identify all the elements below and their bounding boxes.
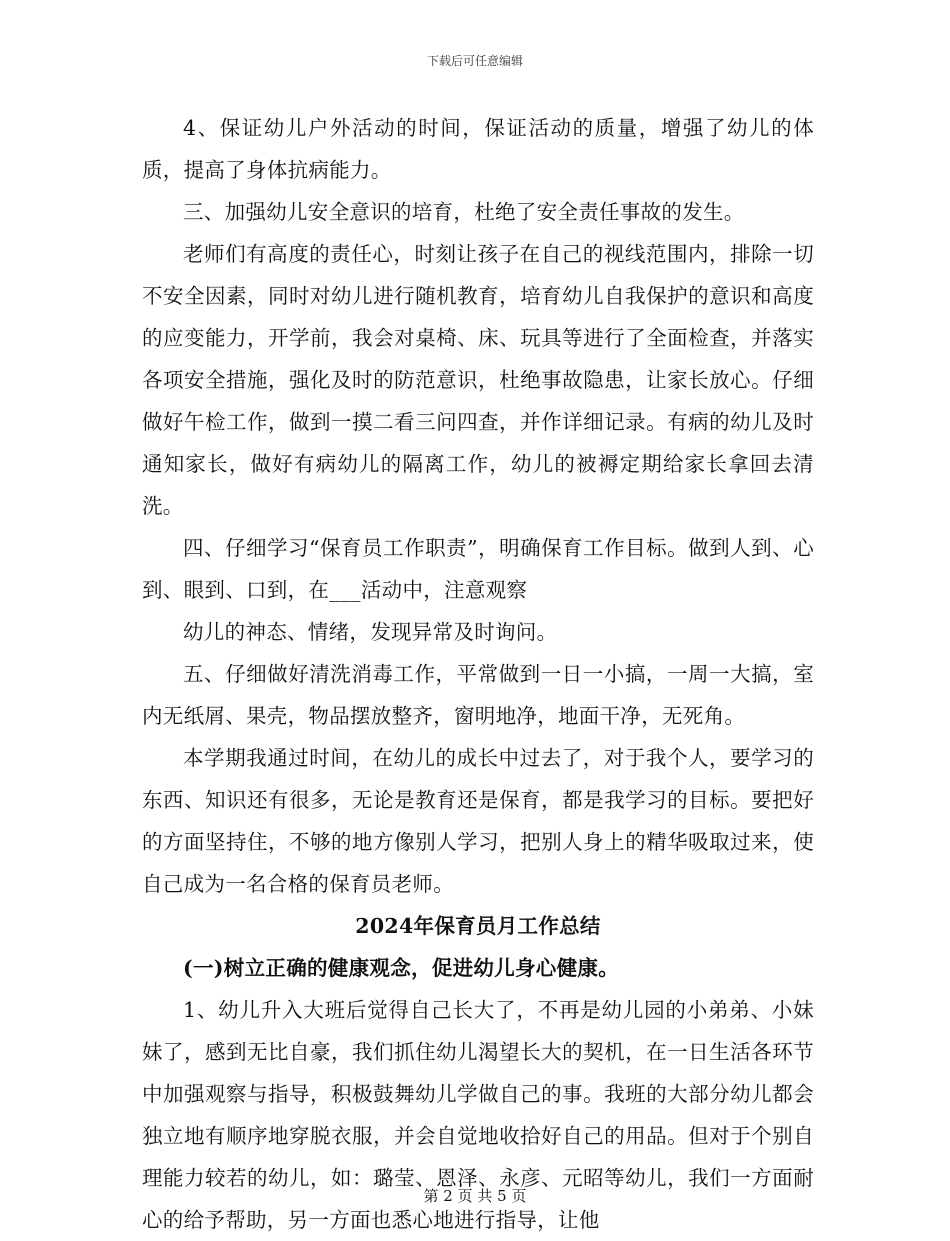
paragraph-duties: 四、仔细学习“保育员工作职责”，明确保育工作目标。做到人到、心到、眼到、口到，在___活动中，注意观察 xyxy=(142,536,814,602)
paragraph-teacher-responsibility: 老师们有高度的责任心，时刻让孩子在自己的视线范围内，排除一切不安全因素，同时对幼儿进行随机教育，培育幼儿自我保护的意识和高度的应变能力，开学前，我会对桌椅、床、玩具等进行了全面检查，并落实各项安全措施，强化及时的防范意识，杜绝事故隐患，让家长放心。仔细做好午检工作，做到一摸二看三问四查，并作详细记录。有病的幼儿及时通知家长，做好有病幼儿的隔离工作，幼儿的被褥定期给家长拿回去清洗。 xyxy=(142,242,814,518)
paragraph-outdoor-activity: 4、保证幼儿户外活动的时间，保证活动的质量，增强了幼儿的体质，提高了身体抗病能力。 xyxy=(142,116,814,182)
page-footer: 第 2 页 共 5 页 xyxy=(423,1187,527,1205)
paragraph-duties-continuation: 幼儿的神态、情绪，发现异常及时询问。 xyxy=(183,620,558,644)
paragraph-cleaning: 五、仔细做好清洗消毒工作，平常做到一日一小搞，一周一大搞，室内无纸屑、果壳，物品摆放整齐，窗明地净，地面干净，无死角。 xyxy=(142,662,814,728)
paragraph-self-care: 1、幼儿升入大班后觉得自己长大了，不再是幼儿园的小弟弟、小妹妹了，感到无比自豪，我们抓住幼儿渴望长大的契机，在一日生活各环节中加强观察与指导，积极鼓舞幼儿学做自己的事。我班的大部分幼儿都会独立地有顺序地穿脱衣服，并会自觉地收拾好自己的用品。但对于个别自理能力较若的幼儿，如：璐莹、恩泽、永彦、元昭等幼儿，我们一方面耐心的给予帮助，另一方面也悉心地进行指导，让他 xyxy=(142,998,814,1232)
section-subtitle: (一)树立正确的健康观念，促进幼儿身心健康。 xyxy=(183,956,619,980)
paragraph-safety-heading: 三、加强幼儿安全意识的培育，杜绝了安全责任事故的发生。 xyxy=(183,200,745,224)
section-title: 2024年保育员月工作总结 xyxy=(355,914,601,938)
document-body xyxy=(142,107,814,1241)
paragraph-semester-summary: 本学期我通过时间，在幼儿的成长中过去了，对于我个人，要学习的东西、知识还有很多，无论是教育还是保育，都是我学习的目标。要把好的方面坚持住，不够的地方像别人学习，把别人身上的精华吸取过来，使自己成为一名合格的保育员老师。 xyxy=(142,746,814,896)
page-header: 下载后可任意编辑 xyxy=(426,54,523,68)
